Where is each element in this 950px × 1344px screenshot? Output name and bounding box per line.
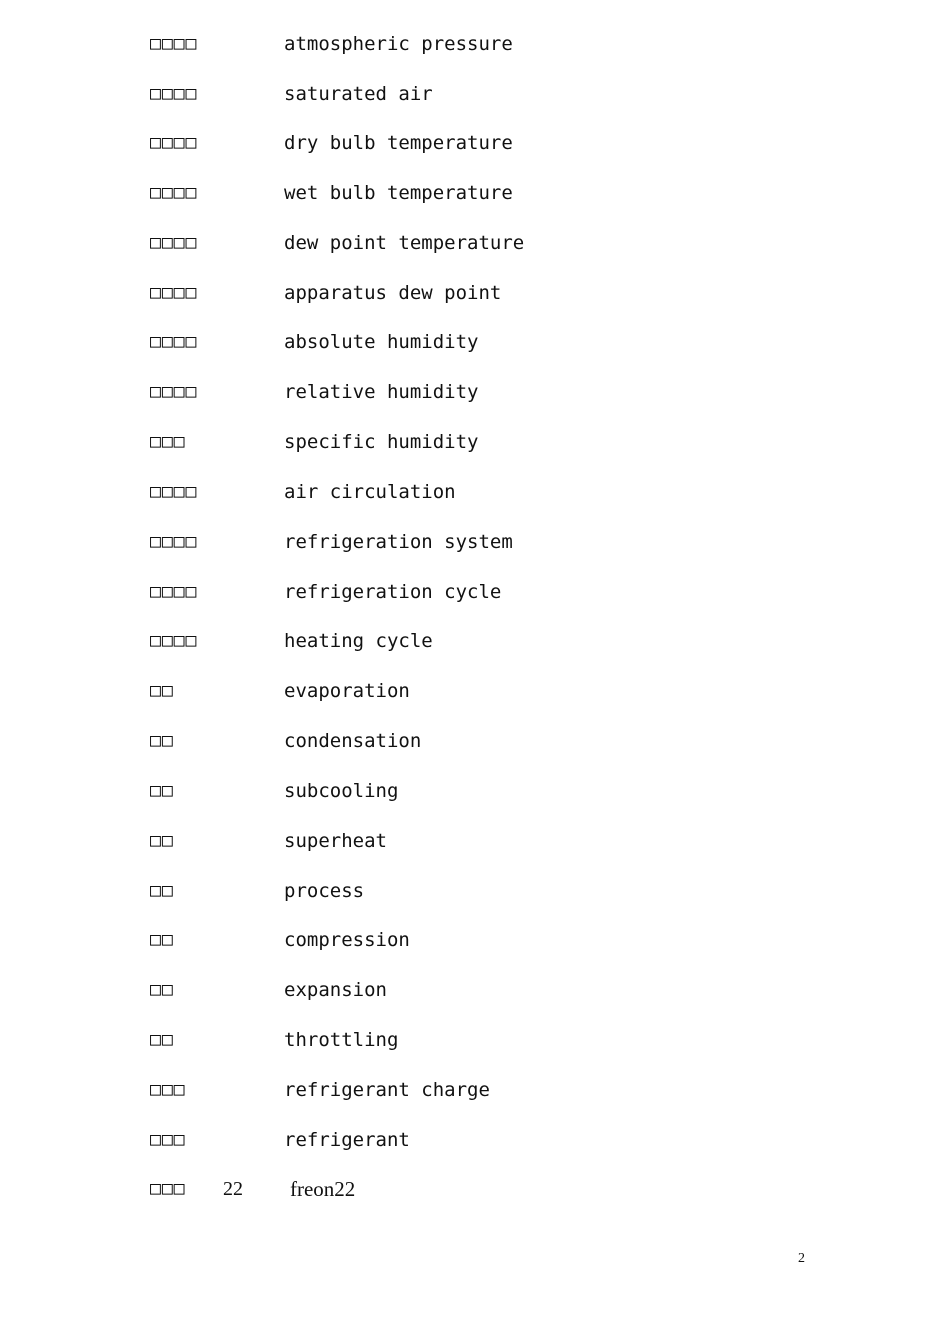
chinese-term: □□ (150, 979, 174, 1000)
glossary-entry (0, 377, 950, 407)
chinese-term: □□□□ (150, 132, 198, 153)
chinese-term: □□□□ (150, 182, 198, 203)
glossary-entry (0, 726, 950, 756)
english-term: superheat (284, 830, 387, 852)
english-term: condensation (284, 730, 422, 752)
glossary-entry (0, 29, 950, 59)
chinese-term: □□ (150, 880, 174, 901)
chinese-term: □□ (150, 830, 174, 851)
glossary-entry (0, 527, 950, 557)
glossary-entry (0, 79, 950, 109)
english-term: relative humidity (284, 381, 479, 403)
chinese-term: □□□□ (150, 232, 198, 253)
english-term: compression (284, 929, 410, 951)
english-term: absolute humidity (284, 331, 479, 353)
english-term: freon22 (290, 1177, 356, 1201)
english-term: process (284, 880, 365, 902)
glossary-entry (0, 676, 950, 706)
glossary-entry (0, 1174, 950, 1204)
english-term: heating cycle (284, 630, 433, 652)
glossary-entry (0, 427, 950, 457)
chinese-term: □□□□ (150, 33, 198, 54)
chinese-term: □□□□ (150, 83, 198, 104)
chinese-term: □□ (150, 929, 174, 950)
glossary-entry (0, 876, 950, 906)
glossary-entry (0, 826, 950, 856)
chinese-term: □□ (150, 680, 174, 701)
chinese-term: □□□ (150, 1129, 186, 1150)
glossary-entry (0, 626, 950, 656)
glossary-entry (0, 228, 950, 258)
english-term: subcooling (284, 780, 399, 802)
glossary-entry (0, 128, 950, 158)
glossary-entry (0, 776, 950, 806)
english-term: evaporation (284, 680, 410, 702)
english-term: air circulation (284, 481, 456, 503)
glossary-entry (0, 1125, 950, 1155)
term-number: 22 (223, 1178, 243, 1200)
english-term: throttling (284, 1029, 399, 1051)
english-term: atmospheric pressure (284, 33, 513, 55)
glossary-entry (0, 1025, 950, 1055)
english-term: saturated air (284, 83, 433, 105)
chinese-term: □□□□ (150, 481, 198, 502)
chinese-term: □□□□ (150, 531, 198, 552)
english-term: refrigerant (284, 1129, 410, 1151)
english-term: dew point temperature (284, 232, 525, 254)
chinese-term: □□□ (150, 431, 186, 452)
chinese-term: □□□□ (150, 581, 198, 602)
chinese-term: □□□□ (150, 282, 198, 303)
english-term: refrigeration system (284, 531, 513, 553)
english-term: apparatus dew point (284, 282, 502, 304)
glossary-entry (0, 327, 950, 357)
english-term: wet bulb temperature (284, 182, 513, 204)
chinese-term: □□□□ (150, 630, 198, 651)
english-term: specific humidity (284, 431, 479, 453)
glossary-entry (0, 925, 950, 955)
glossary-entry (0, 477, 950, 507)
chinese-term: □□ (150, 730, 174, 751)
chinese-term: □□□ (150, 1079, 186, 1100)
english-term: dry bulb temperature (284, 132, 513, 154)
english-term: refrigeration cycle (284, 581, 502, 603)
page-number: 2 (798, 1251, 805, 1266)
chinese-term: □□□ (150, 1178, 186, 1199)
english-term: expansion (284, 979, 387, 1001)
english-term: refrigerant charge (284, 1079, 490, 1101)
chinese-term: □□ (150, 1029, 174, 1050)
chinese-term: □□□□ (150, 381, 198, 402)
chinese-term: □□□□ (150, 331, 198, 352)
glossary-entry (0, 975, 950, 1005)
glossary-entry (0, 1075, 950, 1105)
chinese-term: □□ (150, 780, 174, 801)
glossary-entry (0, 178, 950, 208)
glossary-entry (0, 278, 950, 308)
glossary-entry (0, 577, 950, 607)
